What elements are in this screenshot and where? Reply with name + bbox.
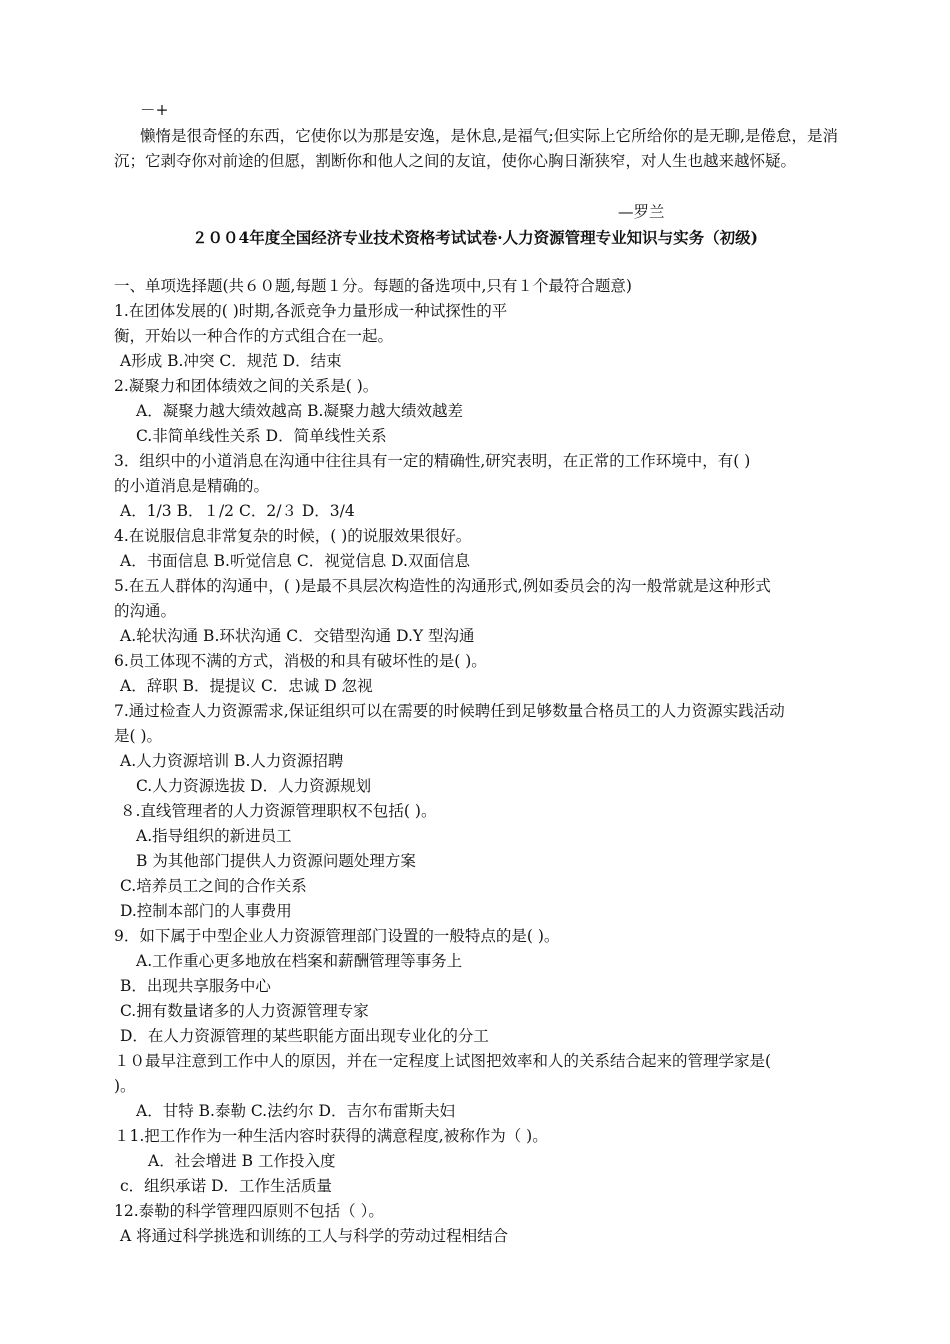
option-line: B 为其他部门提供人力资源问题处理方案	[136, 852, 416, 870]
option-line: A．社会增进 B 工作投入度	[148, 1152, 336, 1170]
option-line: A．辞职 B．提提议 C．忠诚 D 忽视	[120, 677, 373, 695]
question-line: 2.凝聚力和团体绩效之间的关系是( )。	[114, 377, 379, 395]
option-line: A.工作重心更多地放在档案和薪酬管理等事务上	[136, 952, 463, 970]
quote-author: —罗兰	[618, 203, 665, 221]
question-line: 衡，开始以一种合作的方式组合在一起。	[114, 327, 394, 345]
question-line: 7.通过检查人力资源需求,保证组织可以在需要的时候聘任到足够数量合格员工的人力资源实践活动	[114, 702, 785, 720]
question-line: 的沟通。	[114, 602, 177, 620]
question-line: 是( )。	[114, 727, 163, 745]
option-line: D．在人力资源管理的某些职能方面出现专业化的分工	[120, 1027, 489, 1045]
question-line: 的小道消息是精确的。	[114, 477, 270, 495]
option-line: C.培养员工之间的合作关系	[120, 877, 307, 895]
option-line: A．甘特 B.泰勒 C.法约尔 D．吉尔布雷斯夫妇	[136, 1102, 455, 1120]
option-line: A.指导组织的新进员工	[136, 827, 292, 845]
question-line: 5.在五人群体的沟通中，( )是最不具层次构造性的沟通形式,例如委员会的沟一般常就是这种形式	[114, 577, 771, 595]
exam-title: ２００4年度全国经济专业技术资格考试试卷·人力资源管理专业知识与实务（初级)	[191, 228, 759, 247]
header-mark: －+	[140, 101, 169, 119]
option-line: A．1/3 B．１/2 C．2/３ D．3/4	[120, 502, 355, 520]
option-line: A形成 B.冲突 C．规范 D．结束	[120, 352, 342, 370]
question-line: 3．组织中的小道消息在沟通中往往具有一定的精确性,研究表明，在正常的工作环境中，有( )	[114, 452, 751, 470]
quote-text: 懒惰是很奇怪的东西，它使你以为那是安逸，是休息,是福气;但实际上它所给你的是无聊,是倦怠，是消沉；它剥夺你对前途的但愿，割断你和他人之间的友谊，使你心胸日渐狭窄，对人生也越来越怀疑。	[114, 127, 838, 170]
question-line: 6.员工体现不满的方式，消极的和具有破坏性的是( )。	[114, 652, 487, 670]
question-line: １1.把工作作为一种生活内容时获得的满意程度,被称作为（ )。	[114, 1127, 548, 1145]
option-line: A.轮状沟通 B.环状沟通 C．交错型沟通 D.Y 型沟通	[120, 627, 475, 645]
option-line: C.人力资源选拔 D．人力资源规划	[136, 777, 372, 795]
question-line: 4.在说服信息非常复杂的时候，( )的说服效果很好。	[114, 527, 472, 545]
option-line: B．出现共享服务中心	[120, 977, 271, 995]
option-line: A．凝聚力越大绩效越高 B.凝聚力越大绩效越差	[136, 402, 463, 420]
question-line: )。	[114, 1077, 136, 1095]
question-line: 9．如下属于中型企业人力资源管理部门设置的一般特点的是( )。	[114, 927, 560, 945]
question-line: １０最早注意到工作中人的原因，并在一定程度上试图把效率和人的关系结合起来的管理学家是(	[114, 1052, 772, 1070]
question-line: 1.在团体发展的( )时期,各派竞争力量形成一种试探性的平	[114, 302, 508, 320]
option-line: c．组织承诺 D．工作生活质量	[120, 1177, 333, 1195]
option-line: A.人力资源培训 B.人力资源招聘	[120, 752, 344, 770]
section-heading: 一、单项选择题(共６０题,每题１分。每题的备选项中,只有１个最符合题意)	[114, 277, 632, 295]
option-line: A 将通过科学挑选和训练的工人与科学的劳动过程相结合	[120, 1227, 509, 1245]
option-line: D.控制本部门的人事费用	[120, 902, 292, 920]
option-line: A．书面信息 B.听觉信息 C．视觉信息 D.双面信息	[120, 552, 470, 570]
question-line: 12.泰勒的科学管理四原则不包括（ ）。	[114, 1202, 384, 1220]
question-line: ８.直线管理者的人力资源管理职权不包括( )。	[120, 802, 437, 820]
option-line: C.非简单线性关系 D．简单线性关系	[136, 427, 387, 445]
option-line: C.拥有数量诸多的人力资源管理专家	[120, 1002, 369, 1020]
